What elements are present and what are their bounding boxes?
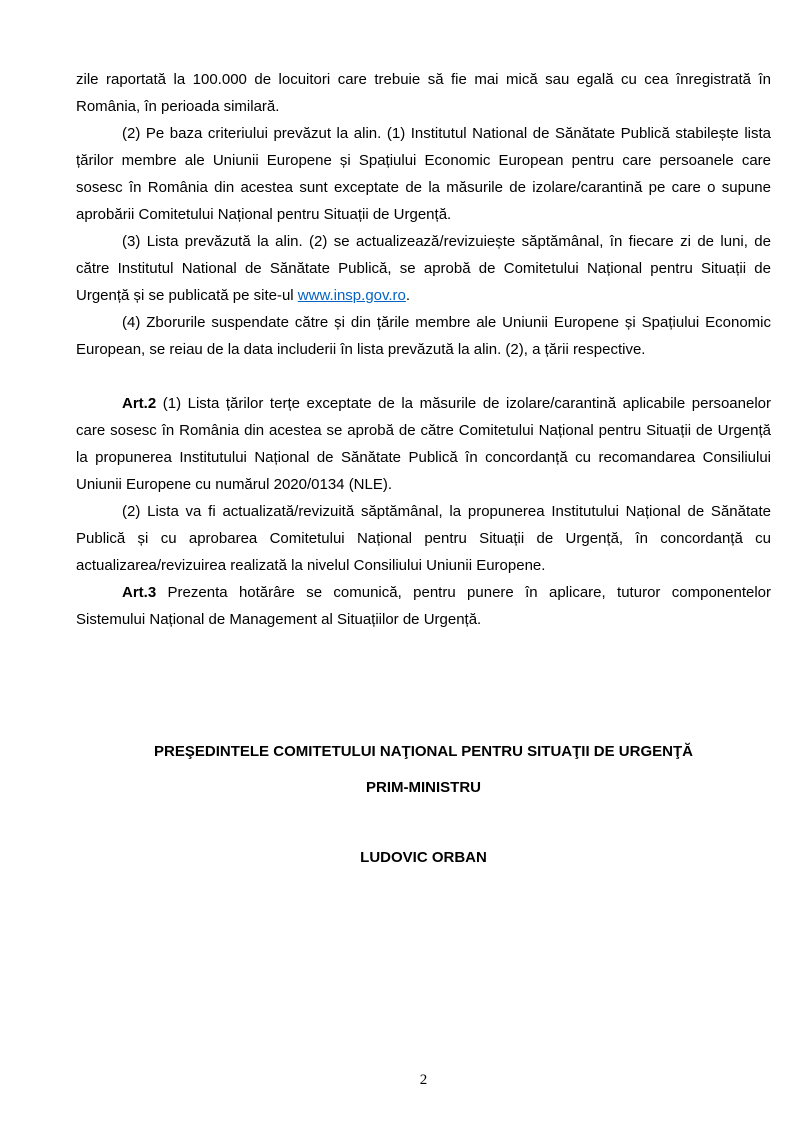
signature-role: PRIM-MINISTRU [366,779,481,796]
paragraph-alin-3-text: (3) Lista prevăzută la alin. (2) se actualizează/revizuiește săptămânal, în fiecare zi de luni, de către Institutul National de Sănătate Publică, se aprobă de Comitetului Național pentru Situații de Urgență și se publicată pe site-ul [76,233,771,304]
art-3-text: Prezenta hotărâre se comunică, pentru punere în aplicare, tuturor componentelor Sistemului Național de Management al Situațiilor de Urgență. [76,584,771,628]
art-3-label: Art.3 [122,584,157,601]
paragraph-art-2 [76,390,771,498]
paragraph-art-3 [76,579,771,633]
insp-website-link[interactable]: www.insp.gov.ro [297,287,406,304]
page-number: 2 [419,1072,428,1088]
paragraph-alin-4: (4) Zborurile suspendate către și din țările membre ale Uniunii Europene și Spațiului Economic European, se reiau de la data includerii în lista prevăzută la alin. (2), a țării respective. [76,314,771,358]
paragraph-art-2-alin-2: (2) Lista va fi actualizată/revizuită săptămânal, la propunerea Institutului Național de Sănătate Publică și cu aprobarea Comitetului Național pentru Situații de Urgență, în concordanță cu actualizarea/revizuirea realizată la nivelul Consiliului Uniunii Europene. [76,503,771,574]
signature-name: LUDOVIC ORBAN [360,849,487,866]
paragraph-alin-2: (2) Pe baza criteriului prevăzut la alin. (1) Institutul National de Sănătate Publică stabilește lista țărilor membre ale Uniunii Europene și Spațiului Economic European pentru care persoanele care sosesc în România din acestea sunt exceptate de la măsurile de izolare/carantină pe care o supune aprobării Comitetului Național pentru Situații de Urgență. [76,125,771,223]
signature-title: PREŞEDINTELE COMITETULUI NAŢIONAL PENTRU SITUAŢII DE URGENŢĂ [154,743,693,760]
paragraph-alin-3 [76,228,771,309]
paragraph-alin-3-period: . [405,287,411,304]
art-2-text: (1) Lista țărilor terțe exceptate de la măsurile de izolare/carantină aplicabile persoanelor care sosesc în România din acestea se aprobă de către Comitetului Național pentru Situații de Urgență la propunerea Institutului Național de Sănătate Publică în concordanță cu recomandarea Consiliului Uniunii Europene cu numărul 2020/0134 (NLE). [76,395,771,493]
paragraph-continuation: zile raportată la 100.000 de locuitori care trebuie să fie mai mică sau egală cu cea înregistrată în România, în perioada similară. [76,71,771,115]
art-2-label: Art.2 [122,395,157,412]
